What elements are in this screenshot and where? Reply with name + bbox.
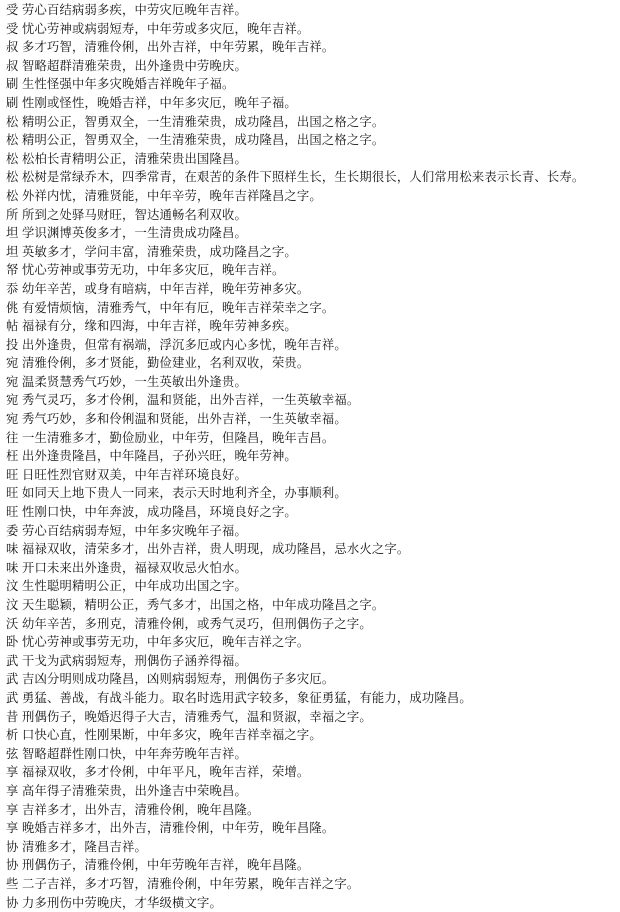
entry-description: 二子吉祥，多才巧智，清雅伶俐，中年劳累，晚年吉祥之字。: [22, 877, 359, 891]
entry-character: 刷: [6, 94, 22, 113]
entry-character: 享: [6, 801, 22, 820]
entry-description: 一生清雅多才，勤俭励业，中年劳，但隆昌，晚年吉昌。: [22, 431, 334, 445]
entry-description: 清雅多才，隆昌吉祥。: [22, 840, 147, 854]
entry-description: 外祥内忧，清雅贤能，中年辛劳，晚年吉祥隆昌之字。: [22, 189, 322, 203]
list-item: [6, 429, 620, 448]
list-item: [6, 652, 620, 671]
list-item: [6, 373, 620, 392]
list-item: [6, 745, 620, 764]
entry-description: 松柏长青精明公正，清雅荣贵出国隆昌。: [22, 152, 247, 166]
list-item: [6, 540, 620, 559]
entry-character: 汶: [6, 577, 22, 596]
entry-character: 武: [6, 689, 22, 708]
entry-description: 忧心劳神或事劳无功，中年多灾厄，晚年吉祥之字。: [22, 635, 309, 649]
entry-character: 宛: [6, 391, 22, 410]
list-item: [6, 596, 620, 615]
list-item: [6, 819, 620, 838]
entry-description: 勇猛、善战，有战斗能力。取名时选用武字较多，象征勇猛，有能力，成功隆昌。: [22, 691, 472, 705]
list-item: [6, 1, 620, 20]
list-item: [6, 243, 620, 262]
entry-character: 武: [6, 670, 22, 689]
entry-character: 弦: [6, 745, 22, 764]
entry-character: 受: [6, 20, 22, 39]
entry-character: 所: [6, 206, 22, 225]
entry-description: 温柔贤慧秀气巧妙，一生英敏出外逢贵。: [22, 375, 247, 389]
list-item: [6, 187, 620, 206]
entry-description: 精明公正，智勇双全，一生清雅荣贵，成功隆昌，出国之格之字。: [22, 115, 384, 129]
entry-character: 坦: [6, 224, 22, 243]
entry-character: 沃: [6, 615, 22, 634]
list-item: [6, 447, 620, 466]
entry-description: 刑偶伤子，晚婚迟得子大吉，清雅秀气，温和贤淑，幸福之字。: [22, 710, 372, 724]
list-item: [6, 75, 620, 94]
entry-description: 出外逢贵，但常有祸端，浮沉多厄或内心多忧，晚年吉祥。: [22, 338, 347, 352]
list-item: [6, 299, 620, 318]
list-item: [6, 224, 620, 243]
list-item: [6, 94, 620, 113]
entry-character: 协: [6, 894, 22, 912]
entry-description: 精明公正，智勇双全，一生清雅荣贵，成功隆昌，出国之格之字。: [22, 133, 384, 147]
entry-description: 高年得子清雅荣贵，出外逢吉中荣晚昌。: [22, 784, 247, 798]
entry-description: 劳心百结病弱寿短，中年多灾晚年子福。: [22, 524, 247, 538]
list-item: [6, 633, 620, 652]
entry-description: 福禄有分，缘和四海，中年吉祥，晚年劳神多疾。: [22, 319, 297, 333]
entry-character: 松: [6, 131, 22, 150]
entry-description: 开口未来出外逢贵，福禄双收忌火怕水。: [22, 561, 247, 575]
list-item: [6, 38, 620, 57]
entry-description: 清雅伶俐，多才贤能，勤俭建业，名利双收，荣贵。: [22, 356, 309, 370]
entry-description: 福禄双收，多才伶俐，中年平凡，晚年吉祥，荣增。: [22, 765, 309, 779]
list-item: [6, 894, 620, 912]
list-item: [6, 689, 620, 708]
entry-description: 忧心劳神或事劳无功，中年多灾厄，晚年吉祥。: [22, 263, 284, 277]
list-item: [6, 57, 620, 76]
entry-character: 昔: [6, 708, 22, 727]
entry-description: 如同天上地下贵人一同来，表示天时地利齐全，办事顺利。: [22, 486, 347, 500]
entry-character: 味: [6, 559, 22, 578]
list-item: [6, 577, 620, 596]
entry-character: 受: [6, 1, 22, 20]
entry-description: 松树是常绿乔木，四季常青，在艰苦的条件下照样生长，生长期很长，人们常用松来表示长青、长寿。: [22, 170, 584, 184]
list-item: [6, 856, 620, 875]
entry-character: 松: [6, 113, 22, 132]
entry-character: 武: [6, 652, 22, 671]
entry-description: 生性怪强中年多灾晚婚吉祥晚年子福。: [22, 77, 234, 91]
list-item: [6, 391, 620, 410]
list-item: [6, 466, 620, 485]
list-item: [6, 801, 620, 820]
entry-character: 坦: [6, 243, 22, 262]
list-item: [6, 113, 620, 132]
entry-description: 秀气巧妙，多和伶俐温和贤能，出外吉祥，一生英敏幸福。: [22, 412, 347, 426]
entry-character: 松: [6, 187, 22, 206]
entry-character: 汶: [6, 596, 22, 615]
entry-character: 卧: [6, 633, 22, 652]
entry-character: 枉: [6, 447, 22, 466]
entry-description: 有爱情烦恼，清雅秀气，中年有厄，晚年吉祥荣幸之字。: [22, 301, 334, 315]
list-item: [6, 206, 620, 225]
list-item: [6, 726, 620, 745]
entry-character: 松: [6, 168, 22, 187]
entry-description: 口快心直，性刚果断，中年多灾，晚年吉祥幸福之字。: [22, 728, 322, 742]
list-item: [6, 150, 620, 169]
entry-description: 性刚口快，中年奔波，成功隆昌，环境良好之字。: [22, 505, 297, 519]
entry-description: 学识渊博英俊多才，一生清贵成功隆昌。: [22, 226, 247, 240]
entry-character: 享: [6, 819, 22, 838]
list-item: [6, 615, 620, 634]
list-item: [6, 20, 620, 39]
entry-character: 往: [6, 429, 22, 448]
entry-description: 吉祥多才，出外吉，清雅伶俐，晚年昌隆。: [22, 803, 259, 817]
entry-description: 刑偶伤子，清雅伶俐，中年劳晚年吉祥，晚年昌隆。: [22, 858, 309, 872]
list-item: [6, 484, 620, 503]
list-item: [6, 261, 620, 280]
entry-character: 协: [6, 856, 22, 875]
entry-character: 刷: [6, 75, 22, 94]
entry-description: 天生聪颖，精明公正，秀气多才，出国之格，中年成功隆昌之字。: [22, 598, 384, 612]
entry-character: 宛: [6, 373, 22, 392]
entry-character: 享: [6, 763, 22, 782]
entry-character: 协: [6, 838, 22, 857]
entry-character: 帑: [6, 261, 22, 280]
list-item: [6, 670, 620, 689]
list-item: [6, 354, 620, 373]
list-item: [6, 559, 620, 578]
entry-description: 幼年辛苦，或身有暗病，中年吉祥，晚年劳神多灾。: [22, 282, 309, 296]
entry-character: 享: [6, 782, 22, 801]
entry-description: 多才巧智，清雅伶俐，出外吉祥，中年劳累，晚年吉祥。: [22, 40, 334, 54]
entry-character: 叔: [6, 57, 22, 76]
entry-character: 旺: [6, 503, 22, 522]
list-item: [6, 522, 620, 541]
list-item: [6, 280, 620, 299]
list-item: [6, 503, 620, 522]
list-item: [6, 336, 620, 355]
entry-description: 吉凶分明则成功隆昌，凶则病弱短寿，刑偶伤子多灾厄。: [22, 672, 334, 686]
entry-description: 幼年辛苦，多刑克，清雅伶俐，或秀气灵巧，但刑偶伤子之字。: [22, 617, 372, 631]
entry-character: 宛: [6, 410, 22, 429]
list-item: [6, 410, 620, 429]
entry-character: 叔: [6, 38, 22, 57]
entry-description: 福禄双收，清荣多才，出外吉祥，贵人明现，成功隆昌，忌水火之字。: [22, 542, 409, 556]
list-item: [6, 875, 620, 894]
entry-description: 干戈为武病弱短寿，刑偶伤子涵养得福。: [22, 654, 247, 668]
entry-description: 日旺性烈官财双美，中年吉祥环境良好。: [22, 468, 247, 482]
entry-description: 晚婚吉祥多才，出外吉，清雅伶俐，中年劳，晚年昌隆。: [22, 821, 334, 835]
entry-character: 旺: [6, 484, 22, 503]
entry-description: 生性聪明精明公正，中年成功出国之字。: [22, 579, 247, 593]
entry-character: 宛: [6, 354, 22, 373]
entry-description: 性刚或怪性，晚婚吉祥，中年多灾厄，晚年子福。: [22, 96, 297, 110]
entry-description: 智略超群清雅荣贵，出外逢贵中劳晚庆。: [22, 59, 247, 73]
list-item: [6, 763, 620, 782]
entry-character: 味: [6, 540, 22, 559]
entry-description: 忧心劳神或病弱短寿，中年劳或多灾厄，晚年吉祥。: [22, 22, 309, 36]
entry-character: 投: [6, 336, 22, 355]
entry-character: 委: [6, 522, 22, 541]
entry-character: 些: [6, 875, 22, 894]
entry-description: 劳心百结病弱多疾，中劳灾厄晚年吉祥。: [22, 3, 247, 17]
entry-character: 旺: [6, 466, 22, 485]
entry-character: 帖: [6, 317, 22, 336]
entry-description: 出外逢贵隆昌，中年隆昌，子孙兴旺，晚年劳神。: [22, 449, 297, 463]
list-item: [6, 708, 620, 727]
entry-description: 所到之处驿马财旺，智达通畅名利双收。: [22, 208, 247, 222]
list-item: [6, 317, 620, 336]
entry-description: 力多刑伤中劳晚庆，才华级横文字。: [22, 896, 222, 910]
entry-description: 智略超群性刚口快，中年奔劳晚年吉祥。: [22, 747, 247, 761]
entry-character: 佻: [6, 299, 22, 318]
entry-description: 秀气灵巧，多才伶俐，温和贤能，出外吉祥，一生英敏幸福。: [22, 393, 359, 407]
entry-character: 松: [6, 150, 22, 169]
entry-description: 英敏多才，学问丰富，清雅荣贵，成功隆昌之字。: [22, 245, 297, 259]
entry-character: 忝: [6, 280, 22, 299]
list-item: [6, 838, 620, 857]
list-item: [6, 168, 620, 187]
entry-character: 析: [6, 726, 22, 745]
list-item: [6, 131, 620, 150]
